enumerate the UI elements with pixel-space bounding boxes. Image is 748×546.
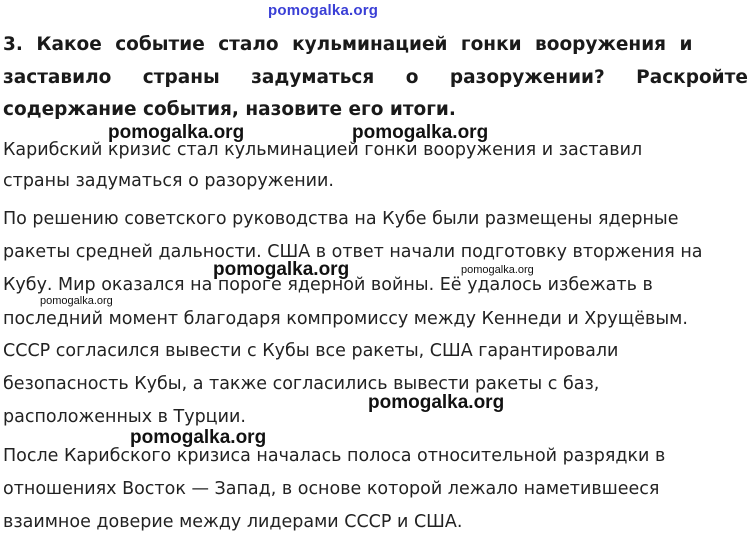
question-line-3: содержание события, назовите его итоги. (3, 99, 456, 120)
answer-line-8: безопасность Кубы, а также согласились вывести ракеты с баз, (3, 374, 600, 394)
watermark-mark: pomogalka.org (461, 264, 534, 276)
watermark-mark: pomogalka.org (108, 122, 245, 143)
answer-line-10: После Карибского кризиса началась полоса относительной разрядки в (3, 446, 666, 466)
answer-line-4: ракеты средней дальности. США в ответ начали подготовку вторжения на (3, 242, 703, 262)
watermark-mark: pomogalka.org (368, 392, 505, 413)
answer-line-6: последний момент благодаря компромиссу между Кеннеди и Хрущёвым. (3, 309, 688, 329)
answer-line-12: взаимное доверие между лидерами СССР и США. (3, 512, 463, 532)
question-line-2: заставило страны задуматься о разоружении? Раскройте (3, 67, 748, 88)
watermark-mark: pomogalka.org (213, 259, 350, 280)
answer-line-7: СССР согласился вывести с Кубы все ракеты, США гарантировали (3, 341, 619, 361)
answer-line-2: страны задуматься о разоружении. (3, 171, 334, 191)
watermark-mark: pomogalka.org (352, 122, 489, 143)
watermark-mark: pomogalka.org (40, 295, 113, 307)
watermark-top: pomogalka.org (268, 2, 379, 19)
answer-line-3: По решению советского руководства на Кубе были размещены ядерные (3, 209, 679, 229)
answer-line-11: отношениях Восток — Запад, в основе которой лежало наметившееся (3, 479, 660, 499)
watermark-mark: pomogalka.org (130, 427, 267, 448)
answer-line-1: Карибский кризис стал кульминацией гонки вооружения и заставил (3, 140, 643, 160)
question-line-1: 3. Какое событие стало кульминацией гонки вооружения и (3, 34, 693, 55)
answer-line-9: расположенных в Турции. (3, 407, 246, 427)
answer-line-5: Кубу. Мир оказался на пороге ядерной войны. Её удалось избежать в (3, 275, 653, 295)
